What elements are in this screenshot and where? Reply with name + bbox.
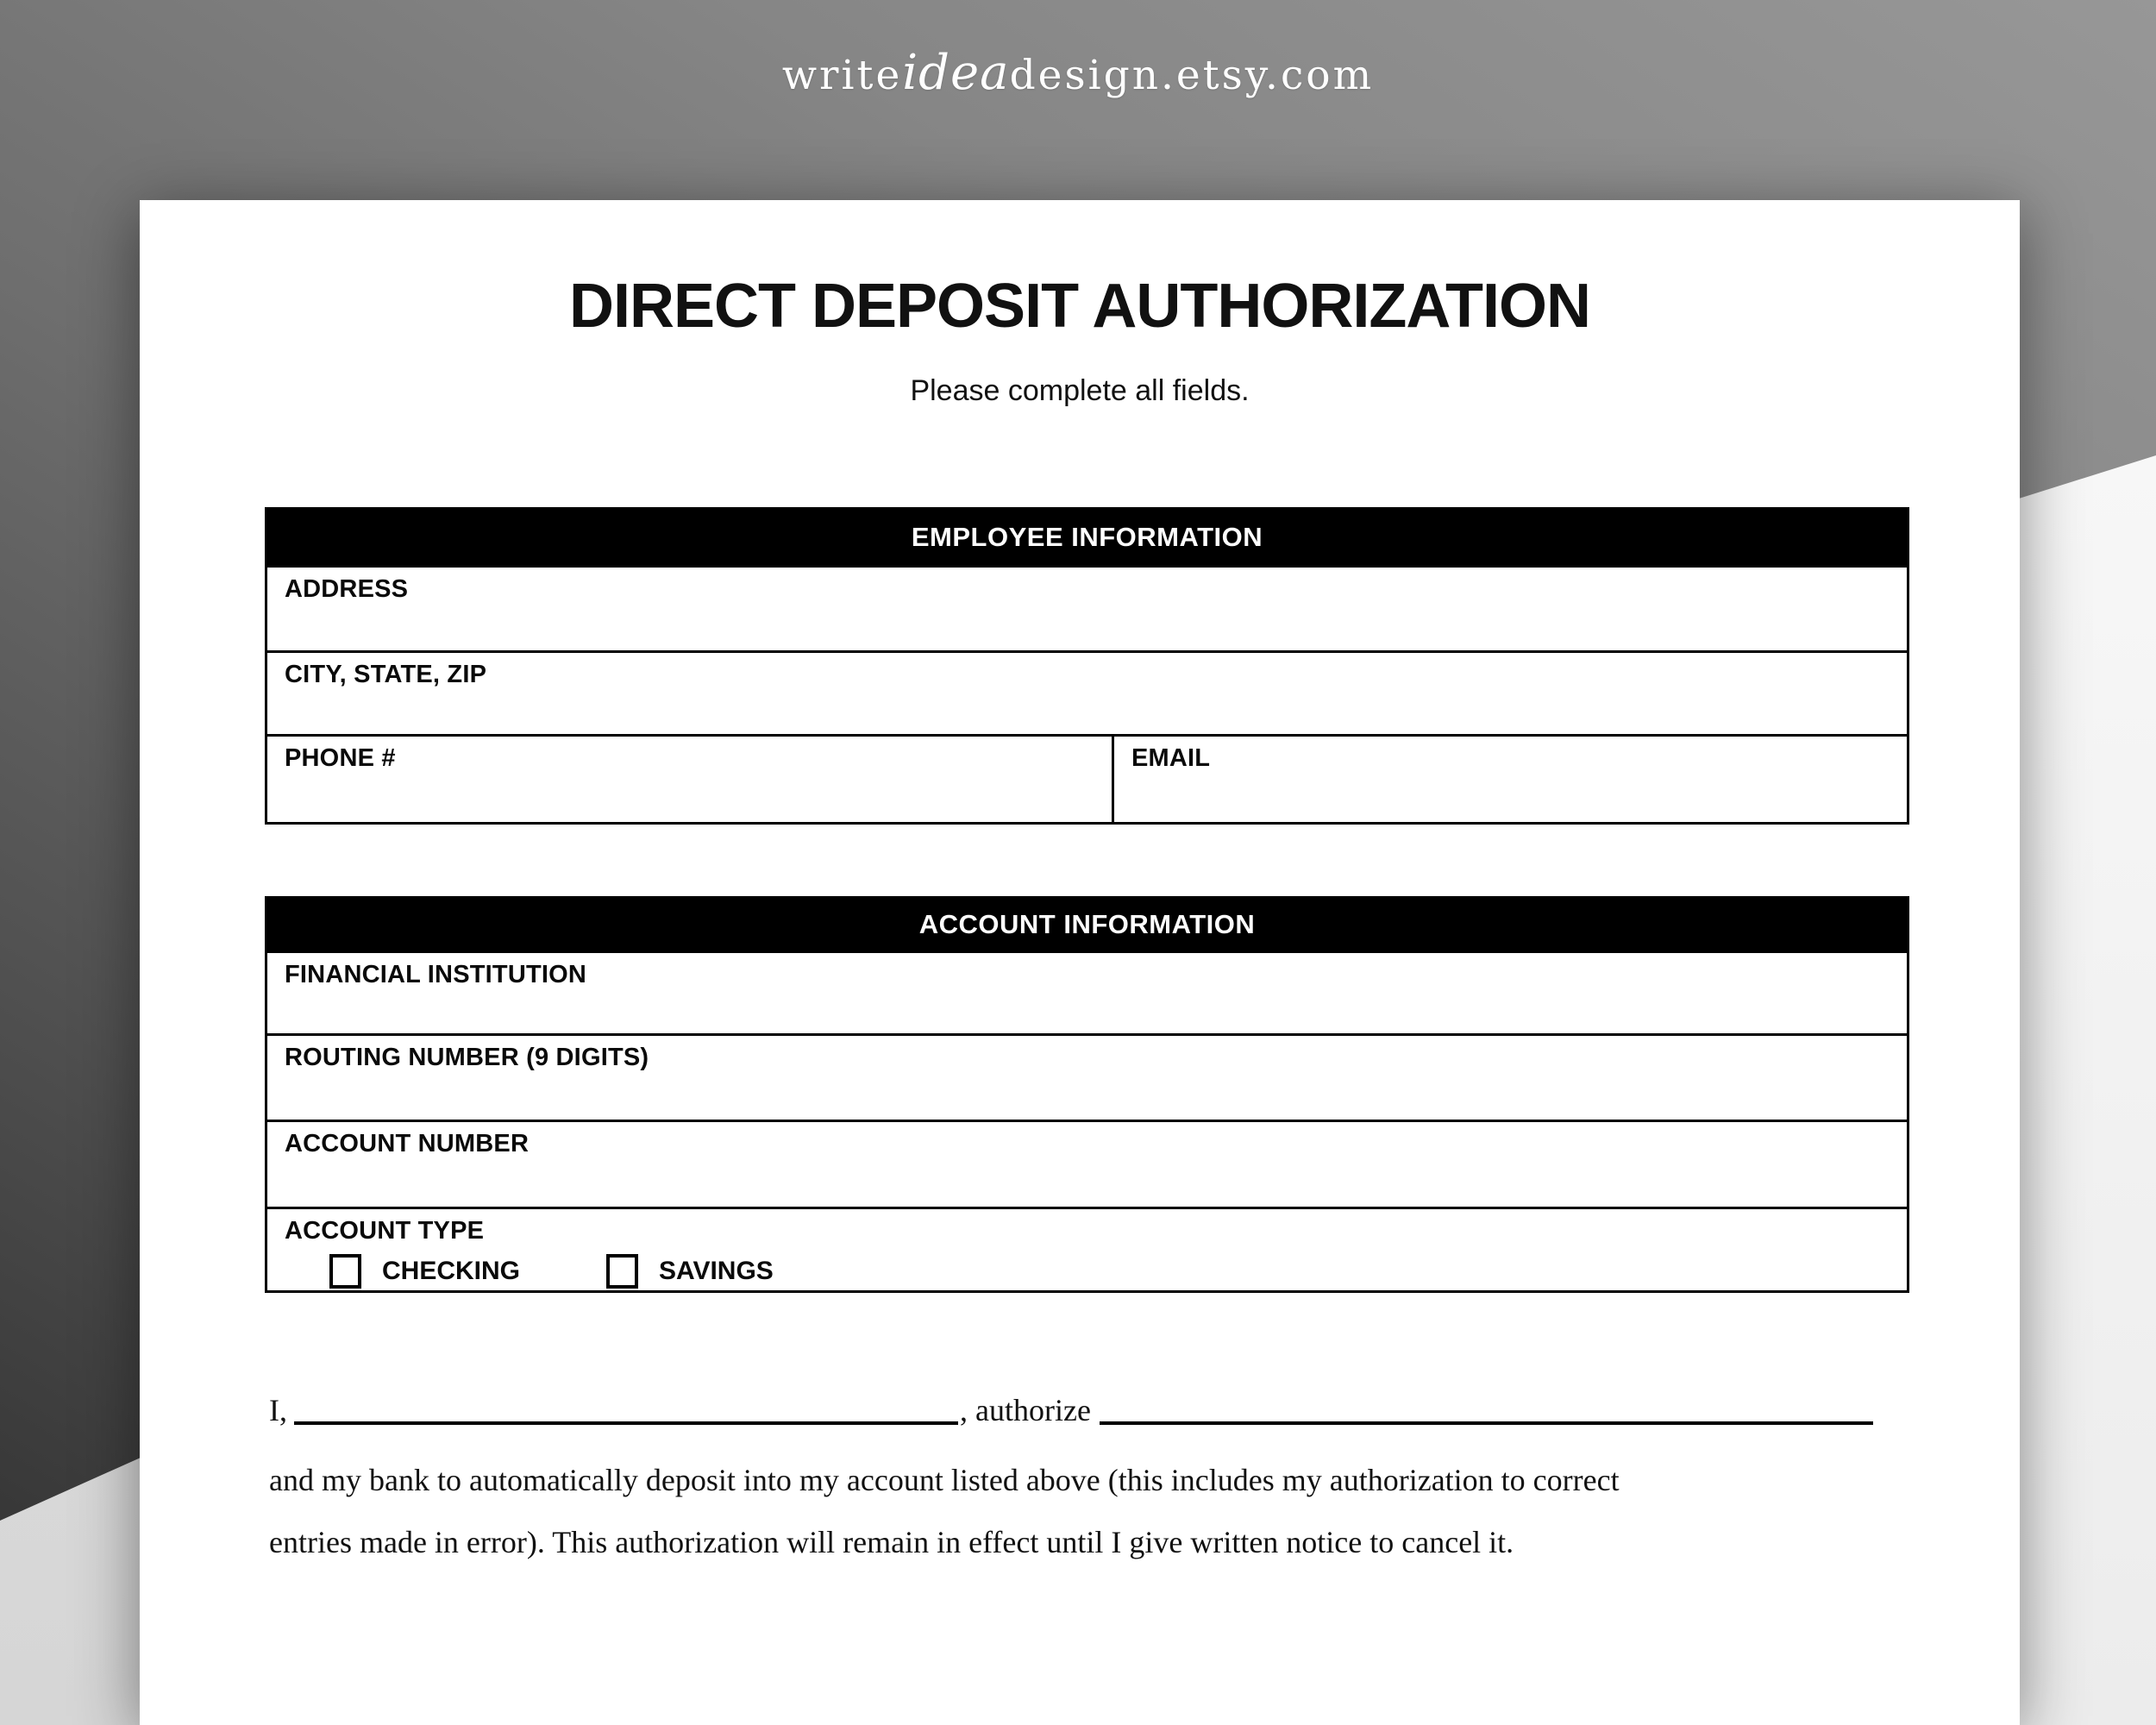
financial-institution-field[interactable] [267,950,1907,1033]
form-title: DIRECT DEPOSIT AUTHORIZATION [569,272,1590,341]
savings-option[interactable] [606,1254,774,1289]
employee-name-blank[interactable] [294,1421,958,1425]
savings-checkbox[interactable] [606,1254,638,1289]
watermark [0,45,2156,101]
account-type-label: ACCOUNT TYPE [285,1217,485,1245]
authorization-intro: I, [269,1393,287,1427]
checking-label: CHECKING [382,1257,521,1285]
authorization-line1 [269,1392,1873,1428]
watermark-part1: write [781,52,903,99]
watermark-part2: idea [902,45,1010,101]
savings-label: SAVINGS [659,1257,774,1285]
email-field[interactable] [1114,737,1907,822]
account-information-header: ACCOUNT INFORMATION [267,899,1907,950]
checking-checkbox[interactable] [329,1254,361,1289]
backdrop-light-corner-right [2019,0,2156,1725]
employee-information-table [265,507,1909,825]
account-number-field[interactable] [267,1120,1907,1207]
account-type-row [267,1207,1907,1290]
city-state-zip-field[interactable] [267,650,1907,734]
authorizer-blank[interactable] [1100,1421,1873,1425]
financial-institution-label: FINANCIAL INSTITUTION [285,961,587,988]
routing-number-field[interactable] [267,1033,1907,1120]
backdrop-light-corner-left [0,0,141,1725]
phone-email-row [267,734,1907,822]
form-page [140,200,2020,1725]
account-information-table [265,896,1909,1293]
checking-option[interactable] [329,1254,520,1289]
address-label: ADDRESS [285,575,409,603]
employee-information-header: EMPLOYEE INFORMATION [267,510,1907,565]
authorization-body-line2: entries made in error). This authorization will remain in effect until I give written notice to cancel it. [269,1525,1514,1559]
city-state-zip-label: CITY, STATE, ZIP [285,661,487,688]
email-label: EMAIL [1131,744,1211,772]
phone-label: PHONE # [285,744,396,772]
authorization-body-line1: and my bank to automatically deposit into my account listed above (this includes my authorization to correct [269,1463,1620,1497]
watermark-part3: design.etsy.com [1009,52,1375,99]
form-subtitle: Please complete all fields. [910,374,1250,407]
account-number-label: ACCOUNT NUMBER [285,1130,530,1157]
phone-field[interactable] [267,737,1114,822]
address-field[interactable] [267,565,1907,650]
routing-number-label: ROUTING NUMBER (9 DIGITS) [285,1044,649,1071]
authorization-body [269,1449,1873,1573]
authorization-connector: , authorize [960,1393,1091,1427]
